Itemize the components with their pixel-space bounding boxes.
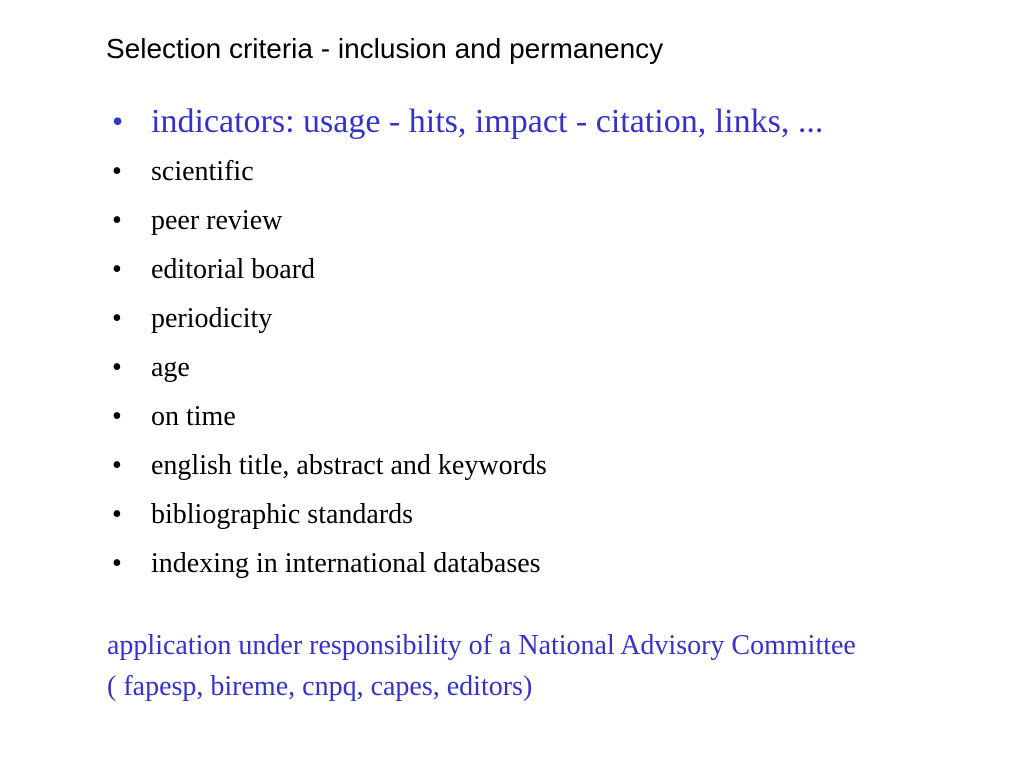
list-item-periodicity [112,303,823,352]
footer-note [107,625,856,707]
bullet-icon: • [112,499,122,530]
list-item-text: indexing in international databases [151,548,541,579]
list-item-text: age [151,352,190,383]
list-item-text: indicators: usage - hits, impact - citation, links, ... [151,103,824,140]
footer-line-committee: application under responsibility of a National Advisory Committee [107,630,856,661]
list-item-text: bibliographic standards [151,499,414,530]
bullet-icon: • [112,401,122,432]
list-item-on-time [112,401,823,450]
bullet-icon: • [112,205,122,236]
list-item-text: editorial board [151,254,316,285]
bullet-icon: • [112,303,122,334]
list-item-peer-review [112,205,823,254]
list-item-text: english title, abstract and keywords [151,450,547,481]
list-item-editorial-board [112,254,823,303]
list-item-indexing [112,548,823,597]
criteria-list [112,103,823,597]
footer-line-members: ( fapesp, bireme, cnpq, capes, editors) [107,671,533,702]
list-item-indicators [112,103,823,156]
list-item-text: scientific [151,156,254,187]
bullet-icon: • [112,450,122,481]
list-item-bibliographic-standards [112,499,823,548]
bullet-icon: • [112,103,124,139]
list-item-text: periodicity [151,303,273,334]
list-item-text: on time [151,401,236,432]
bullet-icon: • [112,352,122,383]
bullet-icon: • [112,548,122,579]
bullet-icon: • [112,254,122,285]
list-item-scientific [112,156,823,205]
bullet-icon: • [112,156,122,187]
list-item-english-title [112,450,823,499]
slide-title: Selection criteria - inclusion and permanency [106,33,664,64]
list-item-age [112,352,823,401]
list-item-text: peer review [151,205,283,236]
